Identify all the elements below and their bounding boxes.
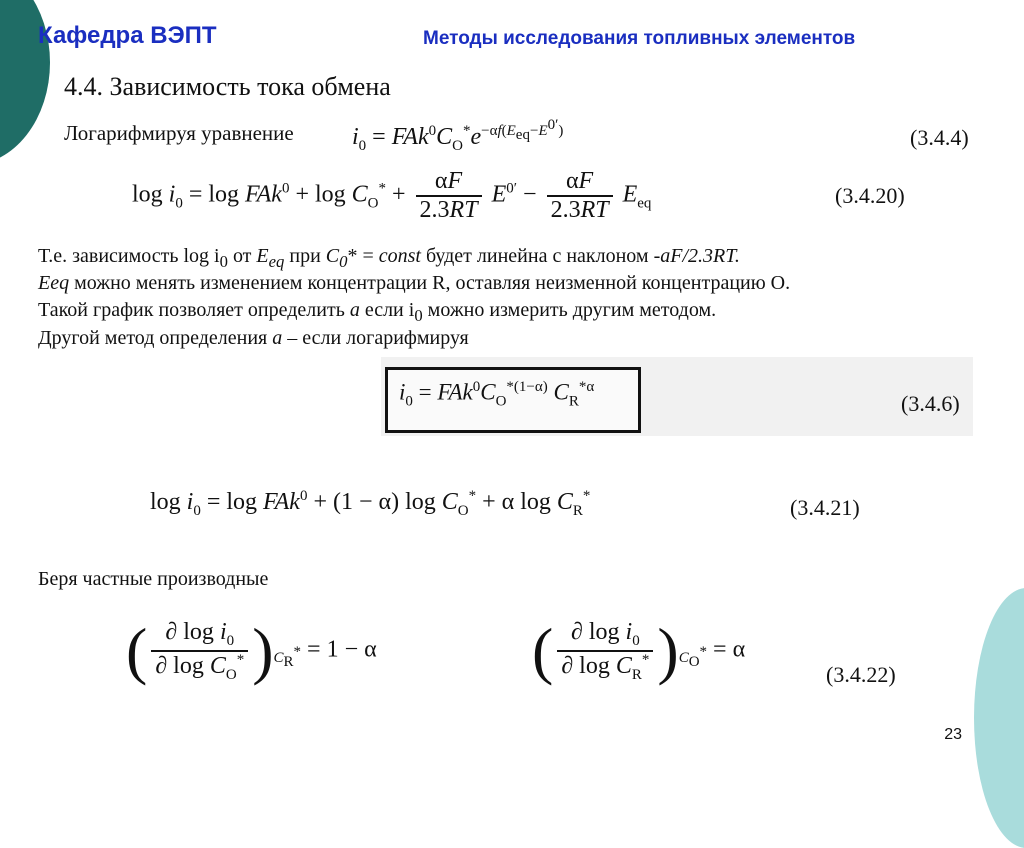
equation-number: (3.4.22) [826, 662, 896, 687]
equation-number: (3.4.21) [790, 495, 860, 520]
paragraph-line-2: Eeq можно менять изменением концентрации R, оставляя неизменной концентрацию O. [38, 272, 791, 294]
equation-3-4-20: $\log i_0 = \log FAk^0 + \log C_O^*$ + $\frac{\alpha F}{2.3RT}$ $E^{0'}$ − $\frac{\alpha F}{2.3RT}$ $E_{eq}$ [132, 168, 652, 223]
section-heading: 4.4. Зависимость тока обмена [64, 72, 391, 101]
page-number: 23 [944, 726, 962, 743]
paragraph-line-4: Другой метод определения a – если логарифмируя [38, 327, 469, 349]
equation-number: (3.4.6) [901, 391, 960, 416]
equation-3-4-4: $i_0 = FAk^0C_O^*e^{-\alpha f(E_{eq}-E^{0'})}$ [352, 117, 564, 154]
equation-3-4-22-right: ( $\frac{\partial \log i_0}{\partial \log C_R^*}$ )$_{C_O^*} = \alpha$ [532, 615, 746, 686]
course-title: Методы исследования топливных элементов [423, 28, 856, 49]
equation-3-4-6-block [381, 357, 973, 436]
department-title: Кафедра ВЭПТ [38, 22, 217, 49]
equation-number: (3.4.20) [835, 183, 905, 208]
decor-circle-bottom-right [974, 588, 1024, 848]
partial-derivatives-text: Беря частные производные [38, 568, 269, 590]
intro-text: Логарифмируя уравнение [64, 121, 294, 145]
paragraph-line-1: Т.е. зависимость $\log i_0$ от $E_{eq}$ при $C_0*$ = const будет линейна с наклоном -aF/2.3RT. [38, 245, 740, 271]
equation-3-4-6: $i_0 = FAk^0C_O^{*(1-\alpha)}$ $C_R^{*\alpha}$ [399, 379, 595, 410]
equation-3-4-21: $\log i_0 = \log FAk^0 + (1 - \alpha)$ $\log C_O^* + \alpha$ $\log C_R^*$ [150, 488, 591, 519]
equation-number: (3.4.4) [910, 125, 969, 150]
equation-3-4-22-left: ( $\frac{\partial \log i_0}{\partial \log C_O^*}$ )$_{C_R^*} = 1 - \alpha$ [126, 615, 377, 686]
paragraph-line-3: Такой график позволяет определить a если $i_0$ можно измерить другим методом. [38, 299, 717, 325]
